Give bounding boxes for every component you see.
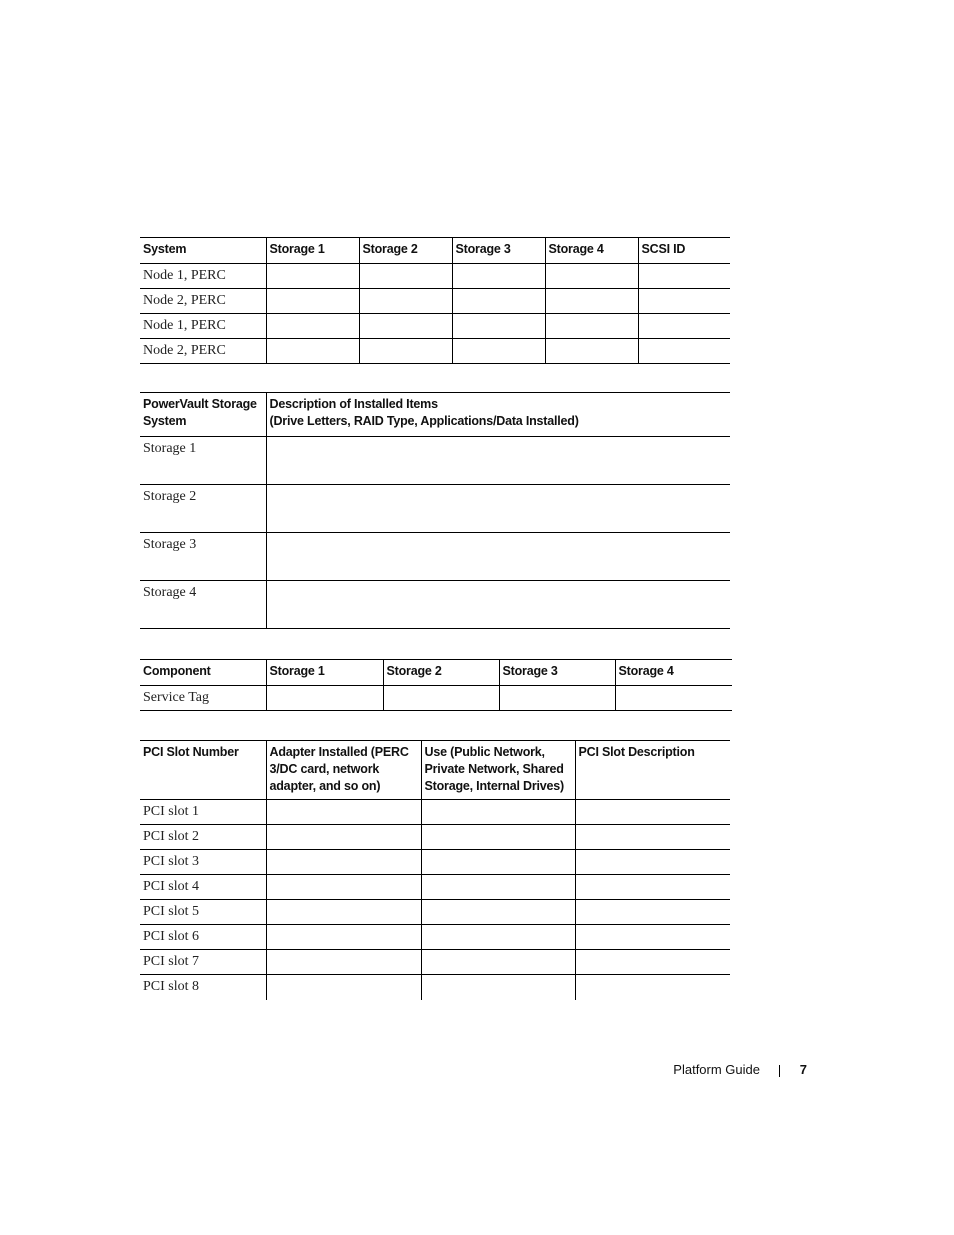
table-row xyxy=(140,900,730,925)
row-label: Service Tag xyxy=(140,686,266,711)
row-label: PCI slot 2 xyxy=(140,825,266,850)
column-header: PCI Slot Description xyxy=(575,741,730,800)
blank-entry-cell xyxy=(266,950,421,975)
column-header: Description of Installed Items (Drive Letters, RAID Type, Applications/Data Installed) xyxy=(266,393,730,437)
column-header: Storage 2 xyxy=(383,660,499,686)
row-label: PCI slot 3 xyxy=(140,850,266,875)
table-row xyxy=(140,975,730,1000)
blank-entry-cell xyxy=(266,314,359,339)
row-label: Storage 2 xyxy=(140,485,266,533)
table-row xyxy=(140,875,730,900)
blank-entry-cell xyxy=(545,339,638,364)
blank-entry-cell xyxy=(545,289,638,314)
blank-entry-cell xyxy=(266,264,359,289)
blank-entry-cell xyxy=(615,686,732,711)
row-label: PCI slot 8 xyxy=(143,979,200,994)
blank-entry-cell xyxy=(266,925,421,950)
column-header: Storage 1 xyxy=(266,238,359,264)
blank-entry-cell xyxy=(266,875,421,900)
blank-entry-cell xyxy=(421,850,575,875)
storage-description-table xyxy=(140,392,730,629)
blank-entry-cell xyxy=(452,339,545,364)
table-row xyxy=(140,581,730,629)
row-label: PCI slot 5 xyxy=(140,900,266,925)
blank-entry-cell xyxy=(421,825,575,850)
table-row xyxy=(140,925,730,950)
table-row xyxy=(140,314,730,339)
blank-entry-cell xyxy=(421,900,575,925)
row-label: PCI slot 1 xyxy=(140,800,266,825)
column-header: Storage 4 xyxy=(615,660,732,686)
column-header: Storage 1 xyxy=(266,660,383,686)
blank-entry-cell xyxy=(421,950,575,975)
blank-entry-cell xyxy=(266,850,421,875)
blank-entry-cell xyxy=(575,800,730,825)
blank-entry-cell xyxy=(383,686,499,711)
table-row xyxy=(140,485,730,533)
blank-entry-cell xyxy=(575,975,730,1000)
table-row xyxy=(140,533,730,581)
blank-entry-cell xyxy=(266,533,730,581)
table-row xyxy=(140,800,730,825)
blank-entry-cell xyxy=(638,314,730,339)
row-label: Storage 1 xyxy=(140,437,266,485)
table-row xyxy=(140,289,730,314)
blank-entry-cell xyxy=(575,875,730,900)
row-label: Node 1, PERC xyxy=(140,314,266,339)
row-label: Storage 4 xyxy=(140,581,266,629)
column-header: SCSI ID xyxy=(638,238,730,264)
blank-entry-cell xyxy=(575,925,730,950)
table-row xyxy=(140,686,732,711)
blank-entry-cell xyxy=(359,264,452,289)
table-row xyxy=(140,264,730,289)
column-header: PowerVault Storage System xyxy=(140,393,266,437)
blank-entry-cell xyxy=(359,314,452,339)
blank-entry-cell xyxy=(575,950,730,975)
table-row xyxy=(140,950,730,975)
blank-entry-cell xyxy=(575,900,730,925)
blank-entry-cell xyxy=(545,314,638,339)
blank-entry-cell xyxy=(575,825,730,850)
blank-entry-cell xyxy=(266,339,359,364)
page-number: 7 xyxy=(799,1062,807,1077)
table-row xyxy=(140,339,730,364)
table-row xyxy=(140,437,730,485)
blank-entry-cell xyxy=(638,264,730,289)
blank-entry-cell xyxy=(452,264,545,289)
blank-entry-cell xyxy=(575,850,730,875)
blank-entry-cell xyxy=(266,800,421,825)
table-header-row xyxy=(140,393,730,437)
blank-entry-cell xyxy=(545,264,638,289)
blank-entry-cell xyxy=(266,686,383,711)
row-label: Storage 3 xyxy=(140,533,266,581)
blank-entry-cell xyxy=(266,485,730,533)
column-header: PCI Slot Number xyxy=(140,741,266,800)
table-row xyxy=(140,825,730,850)
blank-entry-cell xyxy=(638,339,730,364)
row-label: Node 2, PERC xyxy=(140,339,266,364)
blank-entry-cell xyxy=(266,289,359,314)
blank-entry-cell xyxy=(266,900,421,925)
blank-entry-cell xyxy=(421,925,575,950)
column-header: Storage 3 xyxy=(499,660,615,686)
column-header: Storage 2 xyxy=(359,238,452,264)
column-header: Use (Public Network, Private Network, Shared Storage, Internal Drives) xyxy=(421,741,575,800)
blank-entry-cell xyxy=(421,875,575,900)
row-label: PCI slot 7 xyxy=(140,950,266,975)
blank-entry-cell xyxy=(266,437,730,485)
table-header-row xyxy=(140,660,732,686)
table-header-row xyxy=(140,741,730,800)
column-header: System xyxy=(140,238,266,264)
page-footer xyxy=(600,1062,810,1082)
row-label: PCI slot 4 xyxy=(140,875,266,900)
blank-entry-cell xyxy=(421,800,575,825)
row-label: Node 2, PERC xyxy=(140,289,266,314)
system-storage-table xyxy=(140,237,730,364)
row-label: Node 1, PERC xyxy=(140,264,266,289)
blank-entry-cell xyxy=(266,581,730,629)
table-row xyxy=(140,850,730,875)
column-header: Storage 4 xyxy=(545,238,638,264)
blank-entry-cell xyxy=(421,975,575,1000)
blank-entry-cell xyxy=(266,975,421,1000)
pci-slot-table xyxy=(140,740,730,1000)
footer-title: Platform Guide xyxy=(673,1062,760,1077)
blank-entry-cell xyxy=(499,686,615,711)
blank-entry-cell xyxy=(359,289,452,314)
blank-entry-cell xyxy=(638,289,730,314)
column-header: Storage 3 xyxy=(452,238,545,264)
column-header: Adapter Installed (PERC 3/DC card, network adapter, and so on) xyxy=(266,741,421,800)
table-header-row xyxy=(140,238,730,264)
column-header: Component xyxy=(140,660,266,686)
blank-entry-cell xyxy=(266,825,421,850)
footer-separator xyxy=(779,1065,780,1077)
blank-entry-cell xyxy=(452,314,545,339)
component-service-tag-table xyxy=(140,659,732,711)
row-label: PCI slot 6 xyxy=(140,925,266,950)
blank-entry-cell xyxy=(452,289,545,314)
blank-entry-cell xyxy=(359,339,452,364)
